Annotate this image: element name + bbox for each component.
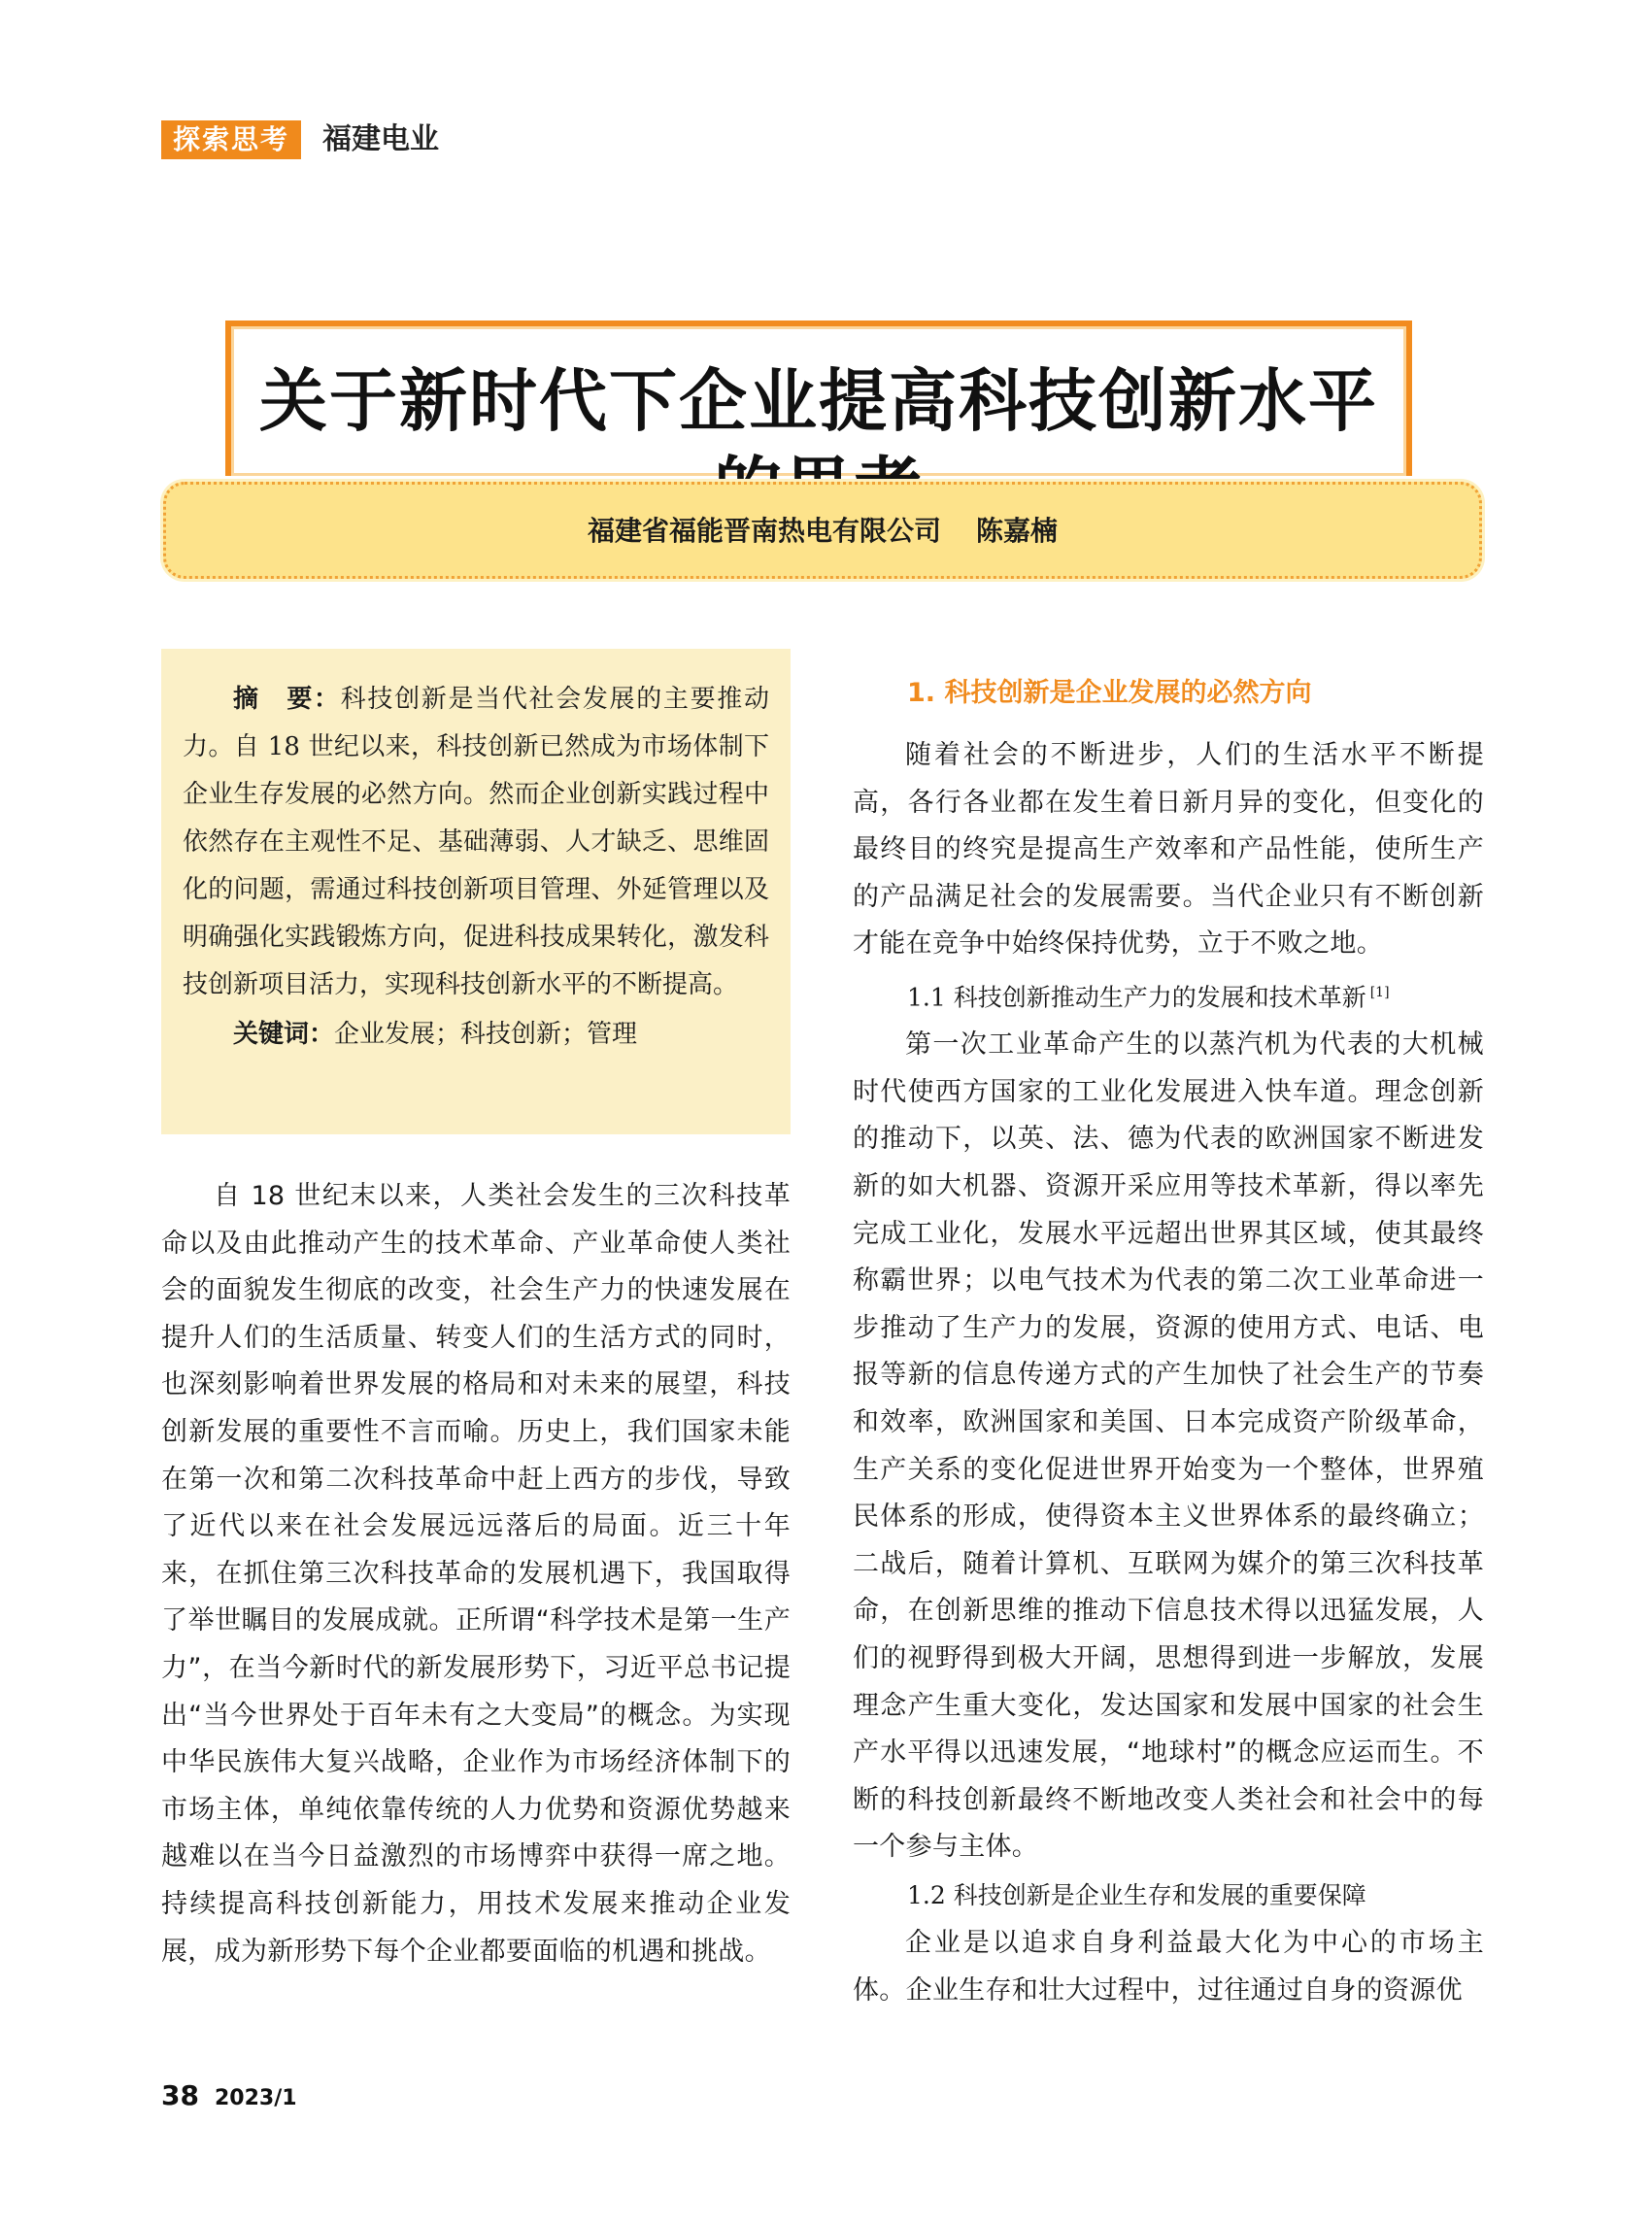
subsection-1-2-paragraph: 企业是以追求自身利益最大化为中心的市场主体。企业生存和壮大过程中，过往通过自身的资源优 — [853, 1927, 1484, 2006]
page-footer — [161, 2076, 297, 2118]
intro-paragraph: 自 18 世纪末以来，人类社会发生的三次科技革命以及由此推动产生的技术革命、产业革命使人类社会的面貌发生彻底的改变，社会生产力的快速发展在提升人们的生活质量、转变人们的生活方式的同时，也深刻影响着世界发展的格局和对未来的展望，科技创新发展的重要性不言而喻。历史上，我们国家未能在第一次和第二次科技革命中赶上西方的步伐，导致了近代以来在社会发展远远落后的局面。近三十年来，在抓住第三次科技革命的发展机遇下，我国取得了举世瞩目的发展成就。正所谓“科学技术是第一生产力”，在当今新时代的新发展形势下，习近平总书记提出“当今世界处于百年未有之大变局”的概念。为实现中华民族伟大复兴战略，企业作为市场经济体制下的市场主体，单纯依靠传统的人力优势和资源优势越来越难以在当今日益激烈的市场博弈中获得一席之地。持续提高科技创新能力，用技术发展来推动企业发展，成为新形势下每个企业都要面临的机遇和挑战。 — [161, 1181, 791, 1967]
keywords-text: 企业发展；科技创新；管理 — [334, 1020, 638, 1049]
subsection-1-1-heading — [853, 970, 1484, 1020]
abstract-paragraph — [183, 676, 769, 1009]
subsection-1-2-heading: 1.2 科技创新是企业生存和发展的重要保障 — [907, 1880, 1366, 1909]
keywords-label: 关键词： — [233, 1020, 335, 1049]
section-1-heading: 1. 科技创新是企业发展的必然方向 — [907, 678, 1312, 708]
issue-number: 2023/1 — [214, 2086, 297, 2110]
reference-marker: [1] — [1369, 984, 1390, 1000]
article-title: 关于新时代下企业提高科技创新水平 — [259, 361, 1378, 441]
title-frame — [225, 320, 1412, 476]
section-tag: 探索思考 — [161, 120, 301, 159]
author-name: 陈嘉楠 — [976, 515, 1059, 547]
page-number: 38 — [161, 2079, 199, 2111]
abstract-text: 科技创新是当代社会发展的主要推动力。自 18 世纪以来，科技创新已然成为市场体制下企业生存发展的必然方向。然而企业创新实践过程中依然存在主观性不足、基础薄弱、人才缺乏、思维固化的问题，需通过科技创新项目管理、外延管理以及明确强化实践锻炼方向，促进科技成果转化，激发科技创新项目活力，实现科技创新水平的不断提高。 — [183, 685, 769, 999]
journal-name: 福建电业 — [322, 122, 439, 156]
author-organization: 福建省福能晋南热电有限公司 — [587, 515, 941, 547]
section-1-paragraph: 随着社会的不断进步，人们的生活水平不断提高，各行各业都在发生着日新月异的变化，但变化的最终目的终究是提高生产效率和产品性能，使所生产的产品满足社会的发展需要。当代企业只有不断创新才能在竞争中始终保持优势，立于不败之地。 — [853, 740, 1484, 960]
abstract-label: 摘 要： — [233, 685, 341, 714]
byline-banner — [163, 482, 1482, 579]
right-column — [853, 670, 1484, 2014]
subsection-1-1-paragraph: 第一次工业革命产生的以蒸汽机为代表的大机械时代使西方国家的工业化发展进入快车道。理念创新的推动下，以英、法、德为代表的欧洲国家不断进发新的如大机器、资源开采应用等技术革新，得以率先完成工业化，发展水平远超出世界其区域，使其最终称霸世界；以电气技术为代表的第二次工业革命进一步推动了生产力的发展，资源的使用方式、电话、电报等新的信息传递方式的产生加快了社会生产的节奏和效率，欧洲国家和美国、日本完成资产阶级革命，生产关系的变化促进世界开始变为一个整体，世界殖民体系的形成，使得资本主义世界体系的最终确立；二战后，随着计算机、互联网为媒介的第三次科技革命，在创新思维的推动下信息技术得以迅猛发展，人们的视野得到极大开阔，思想得到进一步解放，发展理念产生重大变化，发达国家和发展中国家的社会生产水平得以迅速发展，“地球村”的概念应运而生。不断的科技创新最终不断地改变人类社会和社会中的每一个参与主体。 — [853, 1029, 1484, 1863]
subsection-1-1-title: 1.1 科技创新推动生产力的发展和技术革新 — [907, 983, 1366, 1012]
abstract-box — [161, 649, 791, 1134]
left-column — [161, 1173, 791, 1975]
byline — [166, 512, 1479, 551]
keywords-paragraph — [183, 1011, 769, 1059]
